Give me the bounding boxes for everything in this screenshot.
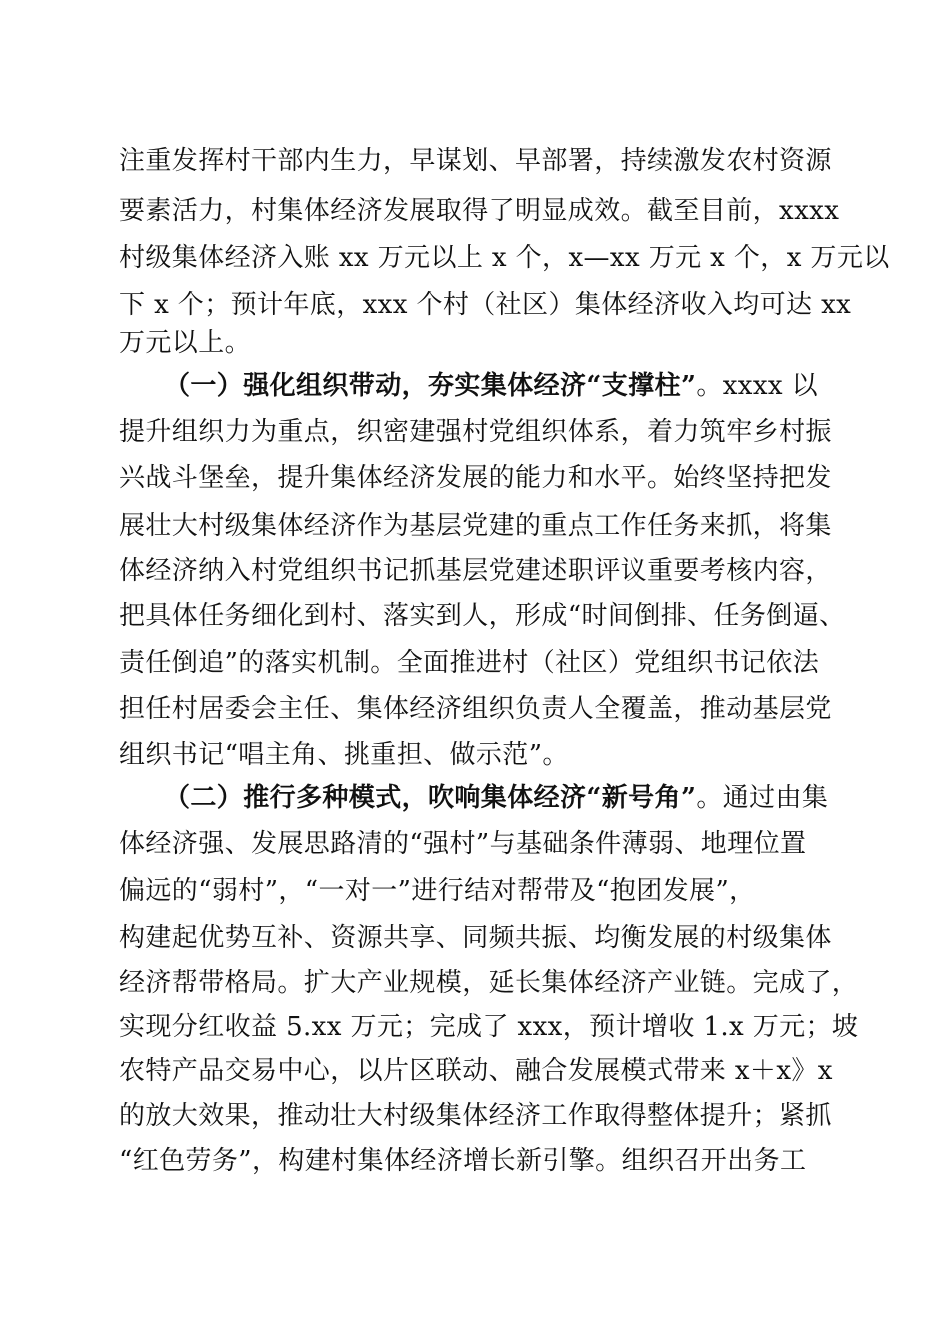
paragraph-3-line-8: 的放大效果，推动壮大村级集体经济工作取得整体提升；紧抓 (119, 1101, 832, 1131)
paragraph-1-line-2: 要素活力，村集体经济发展取得了明显成效。截至目前，xxxx (119, 196, 840, 226)
paragraph-2-first-line-rest: 。xxxx 以 (696, 371, 819, 401)
paragraph-1-line-1: 注重发挥村干部内生力，早谋划、早部署，持续激发农村资源 (119, 146, 832, 176)
paragraph-2-line-3: 兴战斗堡垒，提升集体经济发展的能力和水平。始终坚持把发 (119, 463, 832, 493)
paragraph-2-line-2: 提升组织力为重点，织密建强村党组织体系，着力筑牢乡村振 (119, 417, 832, 447)
paragraph-3-line-3: 偏远的“弱村”，“一对一”进行结对帮带及“抱团发展”， (119, 876, 756, 906)
paragraph-3-line-6: 实现分红收益 5.xx 万元；完成了 xxx，预计增收 1.x 万元；坡 (119, 1012, 859, 1042)
paragraph-2-line-4: 展壮大村级集体经济作为基层党建的重点工作任务来抓，将集 (119, 511, 832, 541)
paragraph-2-line-8: 担任村居委会主任、集体经济组织负责人全覆盖，推动基层党 (119, 694, 832, 724)
paragraph-2-line-6: 把具体任务细化到村、落实到人，形成“时间倒排、任务倒逼、 (119, 601, 846, 631)
paragraph-3-line-5: 经济帮带格局。扩大产业规模，延长集体经济产业链。完成了， (119, 968, 859, 998)
paragraph-3-line-7: 农特产品交易中心，以片区联动、融合发展模式带来 x＋x》x (119, 1056, 833, 1086)
paragraph-1-line-4: 下 x 个；预计年底，xxx 个村（社区）集体经济收入均可达 xx (119, 290, 852, 320)
paragraph-2-first-line (164, 368, 818, 404)
paragraph-3-line-2: 体经济强、发展思路清的“强村”与基础条件薄弱、地理位置 (119, 829, 807, 859)
paragraph-2-line-7: 责任倒追”的落实机制。全面推进村（社区）党组织书记依法 (119, 648, 820, 678)
paragraph-1-line-5: 万元以上。 (119, 328, 252, 358)
paragraph-2-line-9: 组织书记“唱主角、挑重担、做示范”。 (119, 740, 569, 770)
paragraph-3-line-4: 构建起优势互补、资源共享、同频共振、均衡发展的村级集体 (119, 923, 832, 953)
paragraph-3-first-line (164, 780, 828, 816)
section-heading-1: （一）强化组织带动，夯实集体经济“支撑柱” (164, 371, 697, 401)
section-heading-2: （二）推行多种模式，吹响集体经济“新号角” (164, 783, 697, 813)
paragraph-1-line-3: 村级集体经济入账 xx 万元以上 x 个，x—xx 万元 x 个，x 万元以 (119, 243, 890, 273)
paragraph-3-first-line-rest: 。通过由集 (696, 783, 829, 813)
paragraph-2-line-5: 体经济纳入村党组织书记抓基层党建述职评议重要考核内容， (119, 556, 832, 586)
paragraph-3-line-9: “红色劳务”，构建村集体经济增长新引擎。组织召开出务工 (119, 1146, 807, 1176)
